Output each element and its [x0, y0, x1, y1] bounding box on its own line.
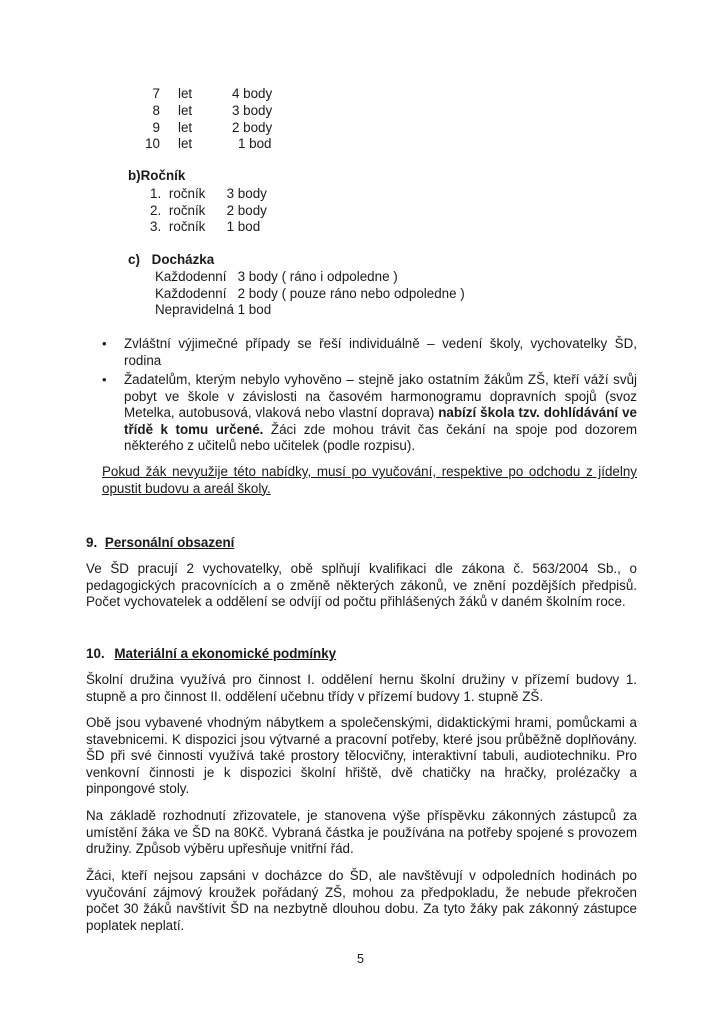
age-number: 9	[152, 120, 160, 135]
item-points: 1 bod	[226, 219, 261, 234]
section-number: 9.	[86, 535, 98, 550]
section-c-heading	[128, 252, 214, 269]
section-b-title: Ročník	[140, 168, 186, 183]
item-points: 3 body	[226, 186, 267, 201]
bullet-icon: •	[102, 372, 107, 387]
item-points: 2 body	[226, 203, 267, 218]
section-number: 10.	[86, 646, 105, 661]
paragraph: Žáci, kteří nejsou zapsáni v docházce do ŠD, ale navštěvují v odpoledních hodinách po vyučování zájmový kroužek pořádaný ZŠ, mohou za předpokladu, že nebude překročen počet 30 žáků navštívit ŠD na nezbytně dlouhou dobu. Za tyto žáky pak zákonný zástupce poplatek neplatí.	[86, 868, 637, 933]
item-name: ročník	[168, 186, 206, 201]
age-unit: let	[178, 103, 193, 118]
item-name: ročník	[168, 203, 206, 218]
page-number: 5	[357, 952, 364, 966]
age-points: 1 bod	[238, 136, 272, 151]
list-item	[150, 186, 267, 203]
section-title: Materiální a ekonomické podmínky	[114, 646, 337, 661]
item-number: 3.	[150, 219, 162, 234]
section-title: Personální obsazení	[104, 535, 235, 550]
section-c-label: c)	[128, 252, 140, 267]
bullet-text-bold: nabízí škola tzv. dohlídávání ve třídě k tomu určené.	[124, 405, 637, 437]
item-name: ročník	[168, 219, 206, 234]
paragraph: Obě jsou vybavené vhodným nábytkem a společenskými, didaktickými hrami, pomůckami a stavebnicemi. K dispozici jsou výtvarné a pracovní potřeby, které jsou průběžně doplňovány. ŠD při své činnosti využívá také prostory tělocvičny, interaktivní tabuli, audiotechniku. Pro venkovní činnosti je k dispozici školní hřiště, dvě chatičky na hračky, prolézačky a pinpongové stoly.	[86, 715, 637, 796]
notice-text: Pokud žák nevyužije této nabídky, musí po vyučování, respektive po odchodu z jídelny opustit budovu a areál školy.	[102, 464, 637, 496]
age-points: 2 body	[232, 120, 273, 135]
paragraph: Školní družina využívá pro činnost I. oddělení hernu školní družiny v přízemí budovy 1. stupně a pro činnost II. oddělení učebnu třídy v přízemí budovy 1. stupně ZŠ.	[86, 672, 637, 704]
paragraph: Na základě rozhodnutí zřizovatele, je stanovena výše příspěvku zákonných zástupců za umístění žáka ve ŠD na 80Kč. Vybraná částka je používána na potřeby spojené s provozem družiny. Způsob výběru upřesňuje vnitřní řád.	[86, 808, 637, 856]
age-unit: let	[178, 86, 193, 101]
age-unit: let	[178, 120, 193, 135]
age-number: 8	[152, 103, 160, 118]
section-9-heading	[86, 535, 234, 552]
section-9-text: Ve ŠD pracují 2 vychovatelky, obě splňují kvalifikaci dle zákona č. 563/2004 Sb., o pedagogických pracovnících a o změně některých zákonů, ve znění pozdějších předpisů. Počet vychovatelek a oddělení se odvíjí od počtu přihlášených žáků v daném školním roce.	[86, 561, 637, 609]
bullet-text-part: Žadatelům, kterým nebylo vyhověno – stejně jako ostatním žákům ZŠ, kteří váží svůj pobyt ve škole v závislosti na časovém harmonogramu dopravních spojů (svoz Metelka, autobusová, vlaková nebo vlastní doprava)	[124, 372, 637, 420]
section-10-heading	[86, 646, 336, 663]
section-b-label: b)	[128, 168, 141, 183]
list-item	[150, 203, 267, 220]
attendance-item: Každodenní 2 body ( pouze ráno nebo odpoledne )	[155, 286, 465, 301]
item-number: 1.	[150, 186, 162, 201]
bullet-text: Zvláštní výjimečné případy se řeší individuálně – vedení školy, vychovatelky ŠD, rodina	[124, 336, 637, 368]
bullet-icon: •	[102, 336, 107, 351]
age-number: 10	[145, 136, 160, 151]
list-item	[150, 219, 260, 236]
age-points: 3 body	[232, 103, 273, 118]
attendance-item: Každodenní 3 body ( ráno i odpoledne )	[155, 269, 398, 284]
attendance-item: Nepravidelná 1 bod	[155, 302, 272, 317]
age-points: 4 body	[232, 86, 273, 101]
age-number: 7	[152, 86, 160, 101]
age-unit: let	[178, 136, 193, 151]
section-b-heading	[128, 168, 185, 185]
section-c-title: Docházka	[151, 252, 215, 267]
bullet-text-part: Žáci zde mohou trávit čas čekání na spoje pod dozorem některého z učitelů nebo učitelek (podle rozpisu).	[124, 421, 637, 453]
bullet-text	[124, 372, 637, 455]
item-number: 2.	[150, 203, 162, 218]
